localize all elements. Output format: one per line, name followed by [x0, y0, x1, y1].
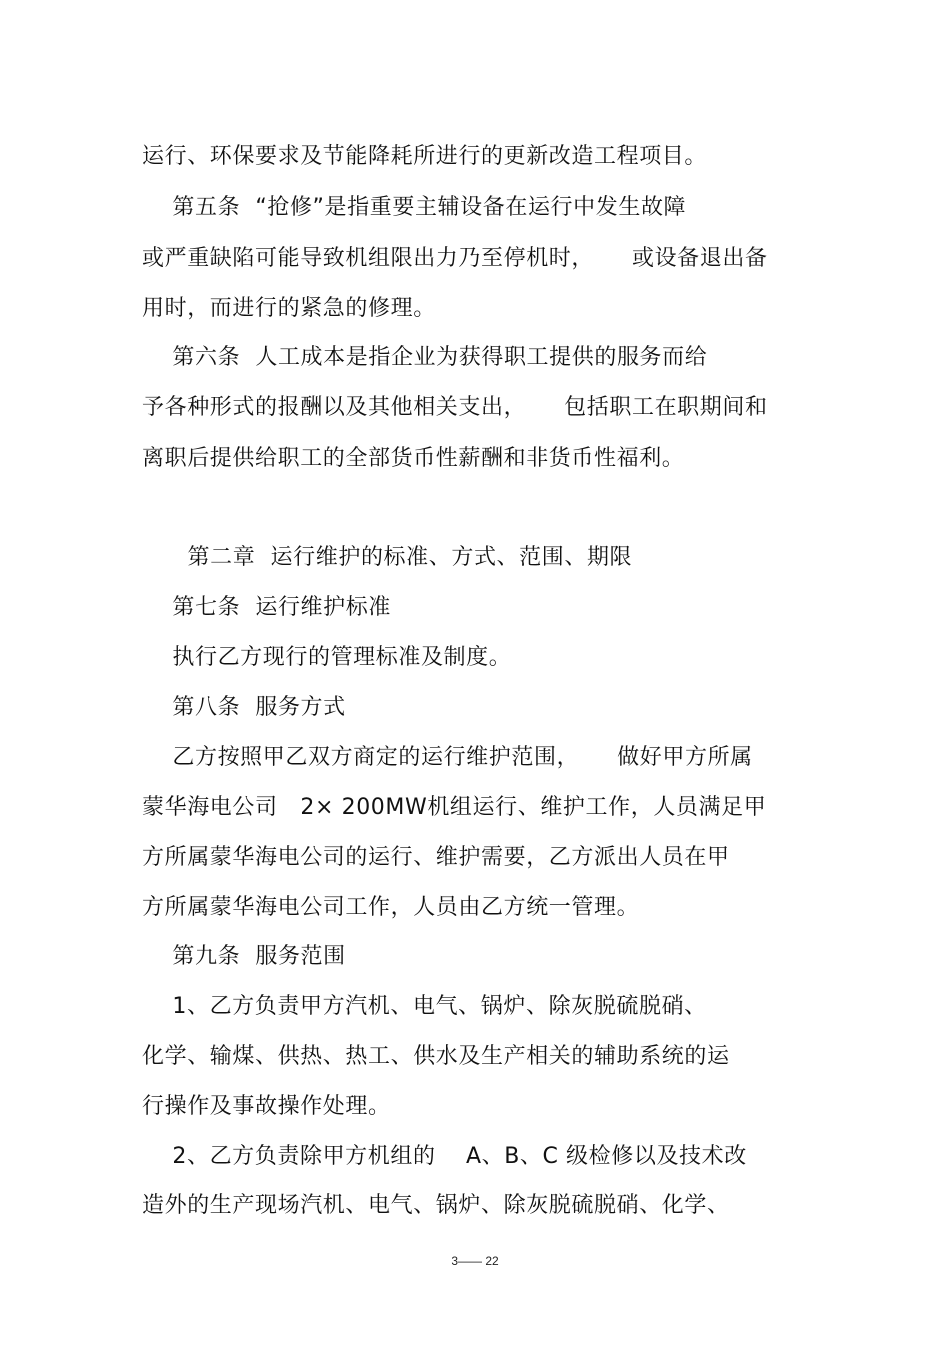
text-line: 或严重缺陷可能导致机组限出力乃至停机时， 或设备退出备 [142, 246, 768, 271]
article-7-heading: 第七条 运行维护标准 [142, 595, 391, 620]
chapter-2-title: 第二章 运行维护的标准、方式、范围、期限 [142, 545, 633, 570]
article-9-heading: 第九条 服务范围 [142, 944, 346, 969]
text-line: 化学、输煤、供热、热工、供水及生产相关的辅助系统的运 [142, 1044, 730, 1069]
text-line: 方所属蒙华海电公司的运行、维护需要，乙方派出人员在甲 [142, 845, 730, 870]
text-line: 乙方按照甲乙双方商定的运行维护范围， 做好甲方所属 [142, 745, 753, 770]
text-line: 方所属蒙华海电公司工作，人员由乙方统一管理。 [142, 895, 640, 920]
text-line: 离职后提供给职工的全部货币性薪酬和非货币性福利。 [142, 446, 685, 471]
text-line: 运行、环保要求及节能降耗所进行的更新改造工程项目。 [142, 144, 708, 169]
article-5-heading: 第五条 “抢修”是指重要主辅设备在运行中发生故障 [142, 195, 687, 220]
text-line: 行操作及事故操作处理。 [142, 1094, 391, 1119]
text-line: 用时，而进行的紧急的修理。 [142, 296, 436, 321]
article-8-heading: 第八条 服务方式 [142, 695, 346, 720]
text-line: 蒙华海电公司 2× 200MW机组运行、维护工作，人员满足甲 [142, 795, 767, 820]
page-number: 3—— 22 [451, 1254, 499, 1268]
text-line: 造外的生产现场汽机、电气、锅炉、除灰脱硫脱硝、化学、 [142, 1193, 730, 1218]
article-6-heading: 第六条 人工成本是指企业为获得职工提供的服务而给 [142, 345, 708, 370]
text-line: 执行乙方现行的管理标准及制度。 [142, 645, 512, 670]
text-line: 予各种形式的报酬以及其他相关支出， 包括职工在职期间和 [142, 395, 768, 420]
text-line: 2、乙方负责除甲方机组的 A、B、C 级检修以及技术改 [142, 1144, 747, 1169]
text-line: 1、乙方负责甲方汽机、电气、锅炉、除灰脱硫脱硝、 [142, 994, 707, 1019]
